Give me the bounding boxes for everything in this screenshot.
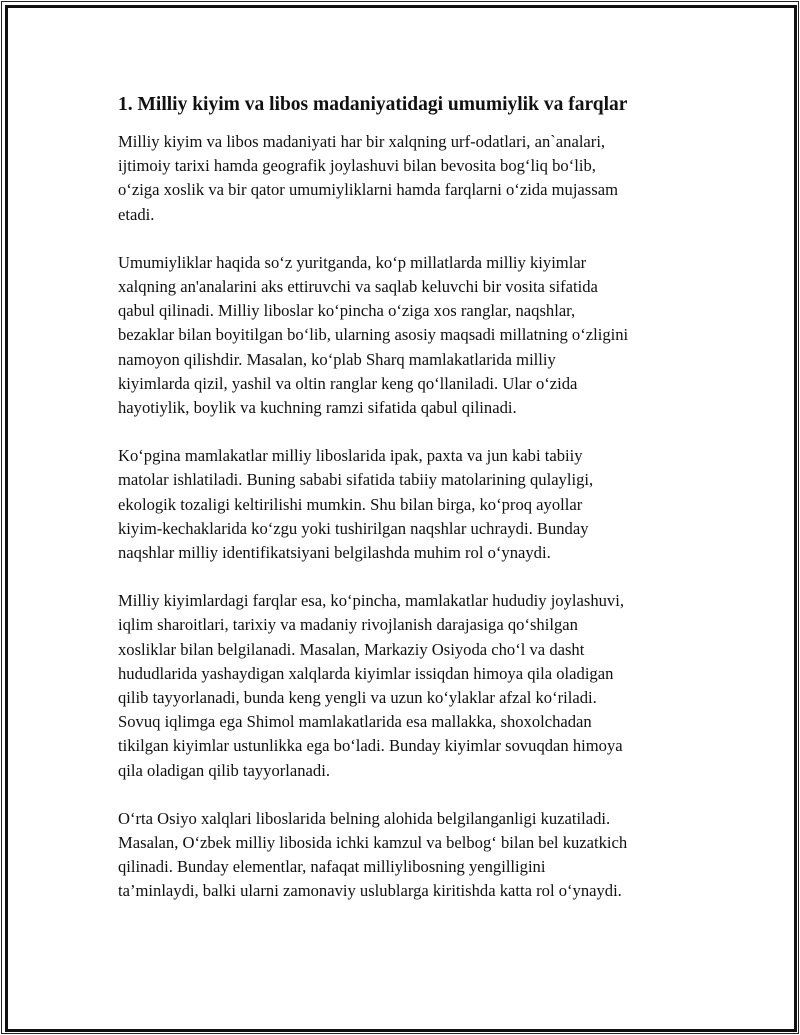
paragraph-line: qila oladigan qilib tayyorlanadi. [118, 760, 330, 780]
paragraph-line: ijtimoiy tarixi hamda geografik joylashuvi bilan bevosita bog‘liq bo‘lib, [118, 156, 596, 176]
paragraph-line: kiyim-kechaklarida ko‘zgu yoki tushirilgan naqshlar uchraydi. Bunday [118, 518, 589, 538]
paragraph-line: iqlim sharoitlari, tarixiy va madaniy rivojlanish darajasiga qo‘shilgan [118, 615, 578, 635]
paragraph-line: Milliy kiyimlardagi farqlar esa, ko‘pincha, mamlakatlar hududiy joylashuvi, [118, 591, 624, 611]
paragraph-line: Masalan, O‘zbek milliy libosida ichki kamzul va belbog‘ bilan bel kuzatkich [118, 833, 628, 853]
paragraph-1 [118, 130, 693, 227]
paragraph-line: ta’minlaydi, balki ularni zamonaviy uslublarga kiritishda katta rol o‘ynaydi. [118, 881, 622, 901]
paragraph-line: ekologik tozaligi keltirilishi mumkin. Shu bilan birga, ko‘proq ayollar [118, 494, 583, 514]
paragraph-line: bezaklar bilan boyitilgan bo‘lib, ularning asosiy maqsadi millatning o‘zligini [118, 325, 629, 345]
paragraph-3 [118, 444, 693, 565]
paragraph-line: xalqning an'analarini aks ettiruvchi va saqlab keluvchi bir vosita sifatida [118, 277, 598, 297]
paragraph-line: Sovuq iqlimga ega Shimol mamlakatlarida esa mallakka, shoxolchadan [118, 712, 592, 732]
paragraph-line: matolar ishlatiladi. Buning sababi sifatida tabiiy matolarining qulayligi, [118, 470, 594, 490]
paragraph-line: kiyimlarda qizil, yashil va oltin ranglar keng qo‘llaniladi. Ular o‘zida [118, 373, 578, 393]
paragraph-line: o‘ziga xoslik va bir qator umumiyliklarni hamda farqlarni o‘zida mujassam [118, 180, 618, 200]
document-body [118, 92, 693, 928]
paragraph-line: Milliy kiyim va libos madaniyati har bir xalqning urf-odatlari, an`analari, [118, 132, 606, 151]
paragraph-line: qabul qilinadi. Milliy liboslar ko‘pincha o‘ziga xos ranglar, naqshlar, [118, 301, 576, 321]
paragraph-4 [118, 589, 693, 783]
paragraph-line: hududlarida yashaydigan xalqlarda kiyimlar issiqdan himoya qila oladigan [118, 663, 614, 683]
paragraph-line: qilinadi. Bunday elementlar, nafaqat milliylibosning yengilligini [118, 857, 546, 877]
paragraph-line: Umumiyliklar haqida so‘z yuritganda, ko‘p millatlarda milliy kiyimlar [118, 252, 587, 272]
paragraph-line: tikilgan kiyimlar ustunlikka ega bo‘ladi. Bunday kiyimlar sovuqdan himoya [118, 736, 623, 756]
paragraph-2 [118, 251, 693, 420]
paragraph-line: qilib tayyorlanadi, bunda keng yengli va uzun ko‘ylaklar afzal ko‘riladi. [118, 688, 597, 708]
section-heading: 1. Milliy kiyim va libos madaniyatidagi umumiylik va farqlar [118, 94, 628, 115]
paragraph-line: xosliklar bilan belgilanadi. Masalan, Markaziy Osiyoda cho‘l va dasht [118, 639, 585, 659]
paragraph-line: etadi. [118, 204, 155, 224]
paragraph-line: O‘rta Osiyo xalqlari liboslarida belning alohida belgilanganligi kuzatiladi. [118, 808, 611, 828]
paragraph-line: hayotiylik, boylik va kuchning ramzi sifatida qabul qilinadi. [118, 398, 517, 418]
paragraph-line: namoyon qilishdir. Masalan, ko‘plab Sharq mamlakatlarida milliy [118, 349, 556, 369]
paragraph-5 [118, 807, 693, 904]
paragraph-line: Ko‘pgina mamlakatlar milliy liboslarida ipak, paxta va jun kabi tabiiy [118, 446, 583, 466]
paragraph-line: naqshlar milliy identifikatsiyani belgilashda muhim rol o‘ynaydi. [118, 543, 551, 563]
